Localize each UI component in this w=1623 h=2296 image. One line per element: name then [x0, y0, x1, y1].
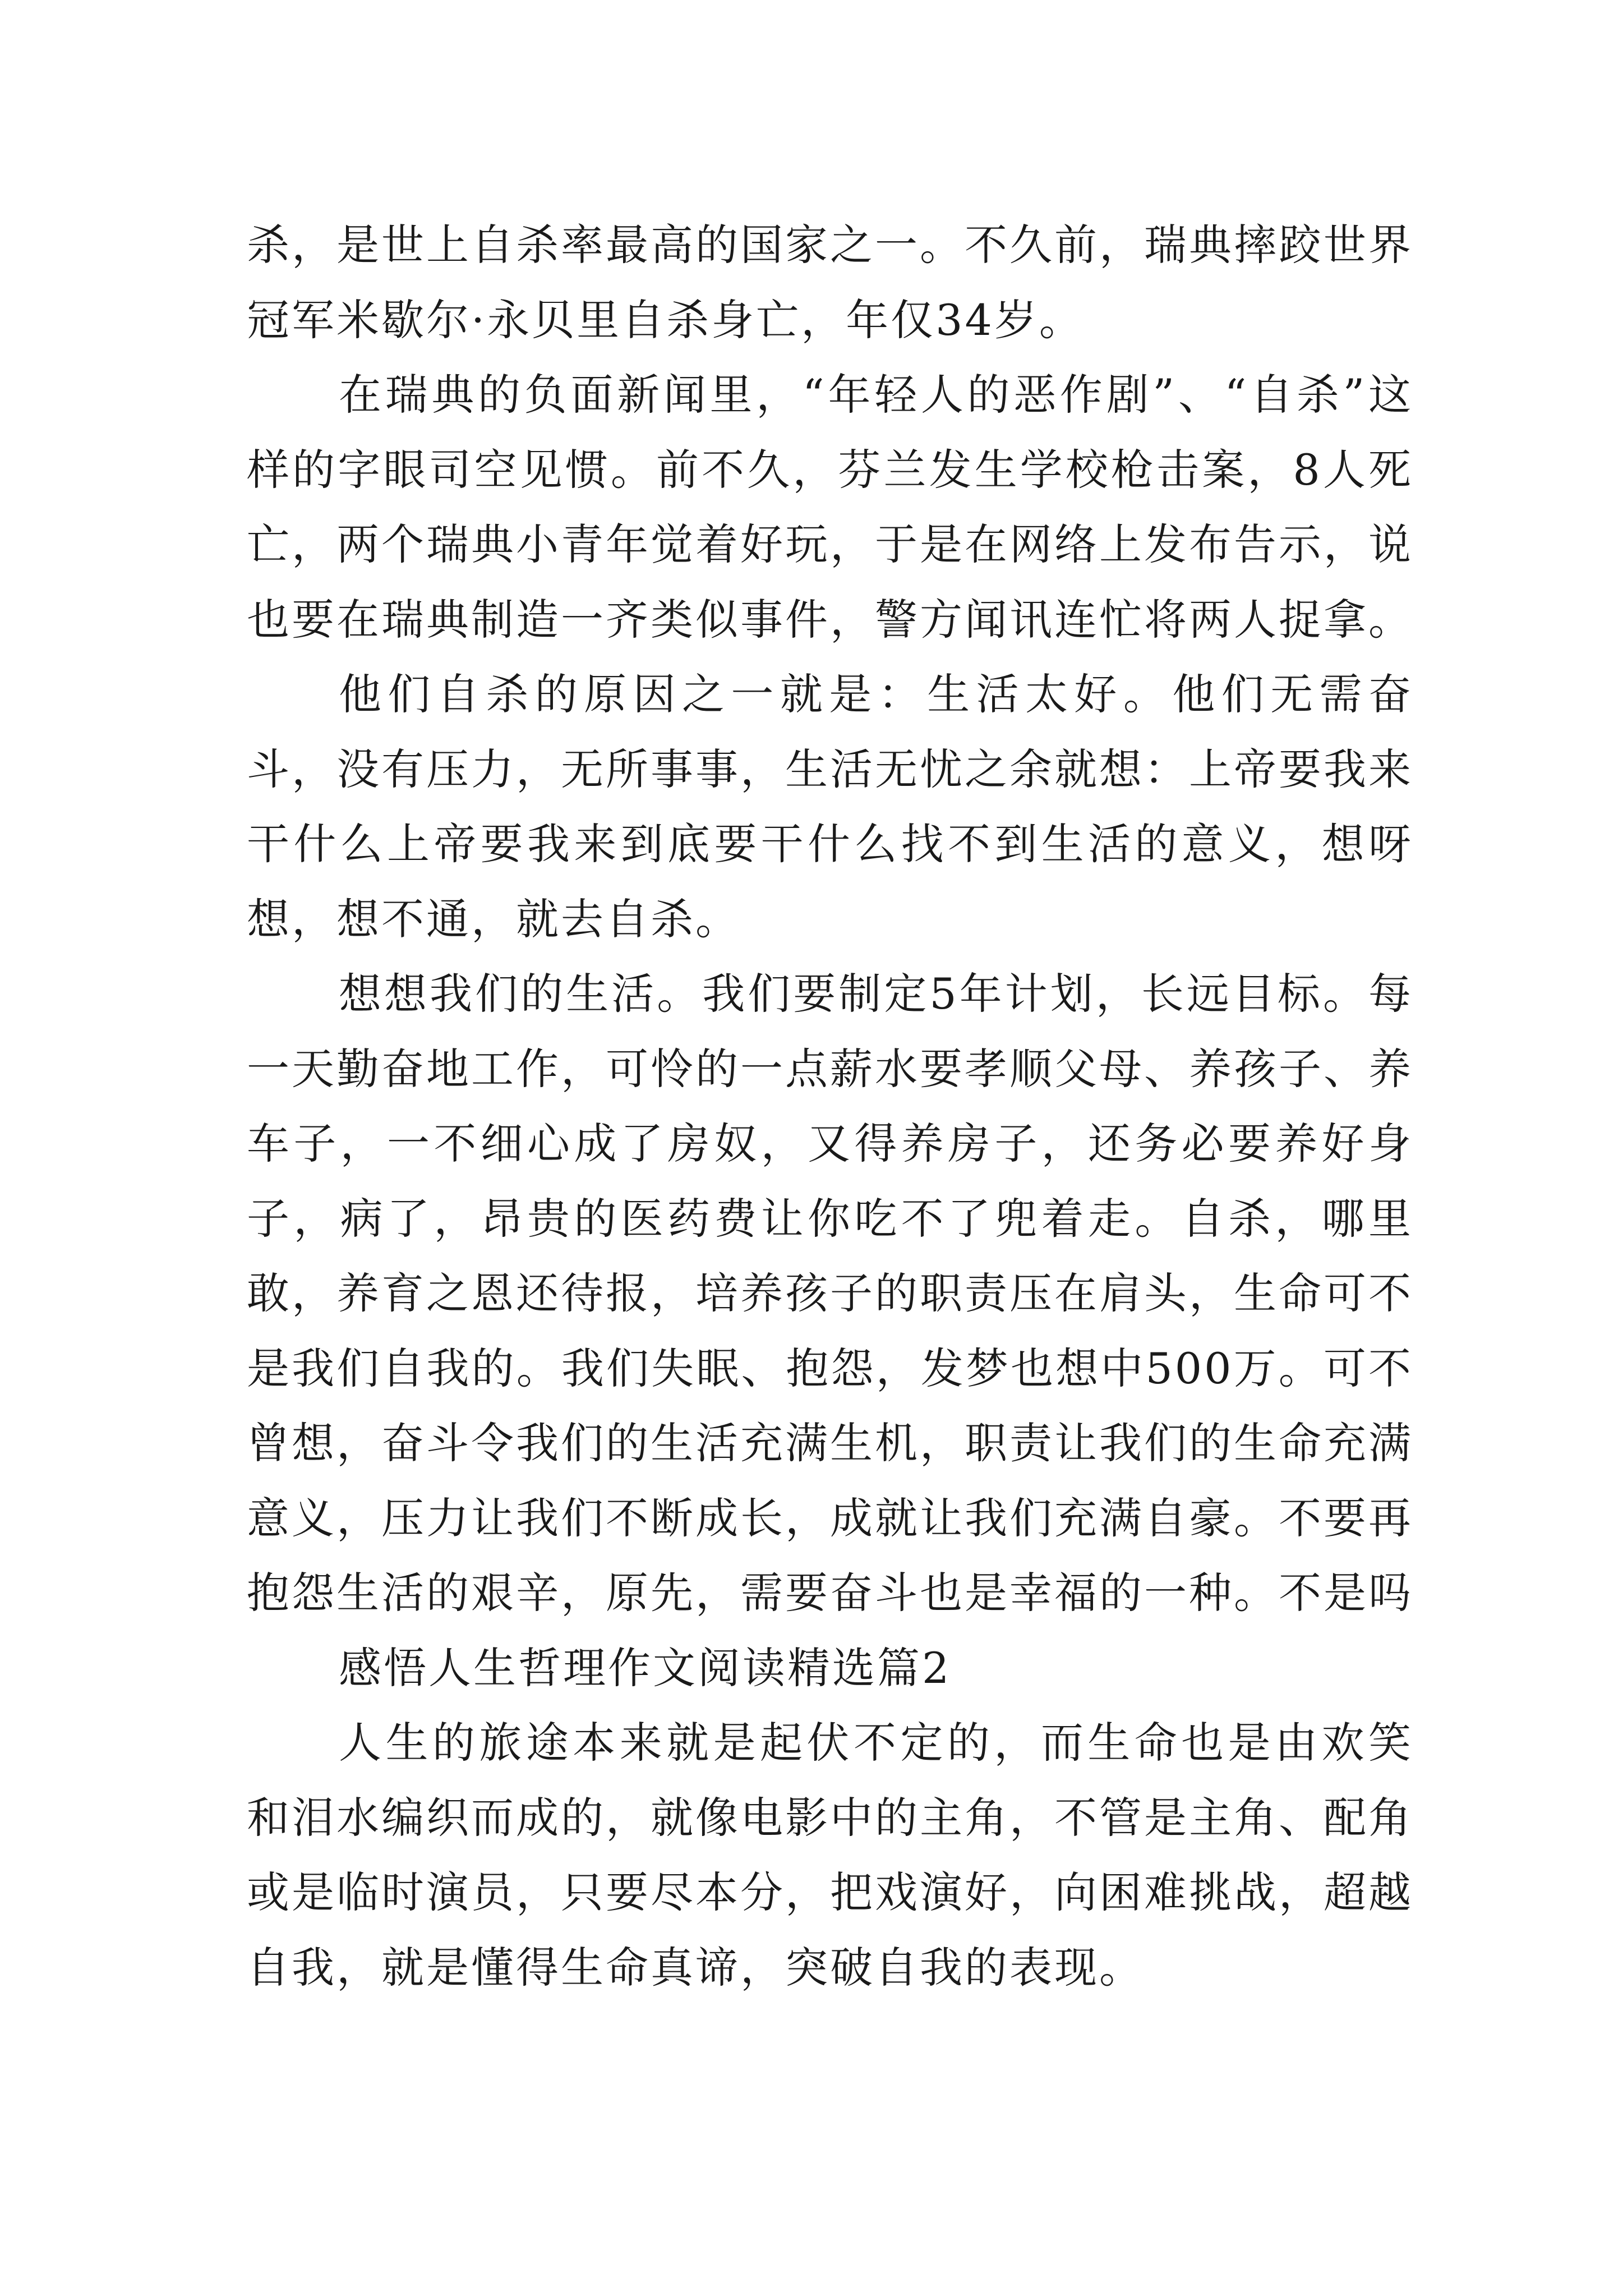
paragraph-continuation: 杀，是世上自杀率最高的国家之一。不久前，瑞典摔跤世界冠军米歇尔·永贝里自杀身亡，年仅34岁。 — [247, 220, 1413, 345]
paragraph-reason: 他们自杀的原因之一就是：生活太好。他们无需奋斗，没有压力，无所事事，生活无忧之余就想：上帝要我来干什么上帝要我来到底要干什么找不到生活的意义，想呀想，想不通，就去自杀。 — [247, 669, 1413, 944]
document-body — [247, 208, 1413, 2005]
paragraph-news: 在瑞典的负面新闻里，“年轻人的恶作剧”、“自杀”这样的字眼司空见惯。前不久，芬兰发生学校枪击案，8人死亡，两个瑞典小青年觉着好玩，于是在网络上发布告示，说也要在瑞典制造一齐类似事件，警方闻讯连忙将两人捉拿。 — [247, 370, 1413, 645]
paragraph-our-life: 想想我们的生活。我们要制定5年计划，长远目标。每一天勤奋地工作，可怜的一点薪水要孝顺父母、养孩子、养车子，一不细心成了房奴，又得养房子，还务必要养好身子，病了，昂贵的医药费让你吃不了兜着走。自杀，哪里敢，养育之恩还待报，培养孩子的职责压在肩头，生命可不是我们自我的。我们失眠、抱怨，发梦也想中500万。可不曾想，奋斗令我们的生活充满生机，职责让我们的生命充满意义，压力让我们不断成长，成就让我们充满自豪。不要再抱怨生活的艰辛，原先，需要奋斗也是幸福的一种。不是吗 — [247, 969, 1413, 1618]
paragraph-journey: 人生的旅途本来就是起伏不定的，而生命也是由欢笑和泪水编织而成的，就像电影中的主角，不管是主角、配角或是临时演员，只要尽本分，把戏演好，向困难挑战，超越自我，就是懂得生命真谛，突破自我的表现。 — [247, 1718, 1413, 1993]
section-heading: 感悟人生哲理作文阅读精选篇2 — [339, 1642, 952, 1693]
